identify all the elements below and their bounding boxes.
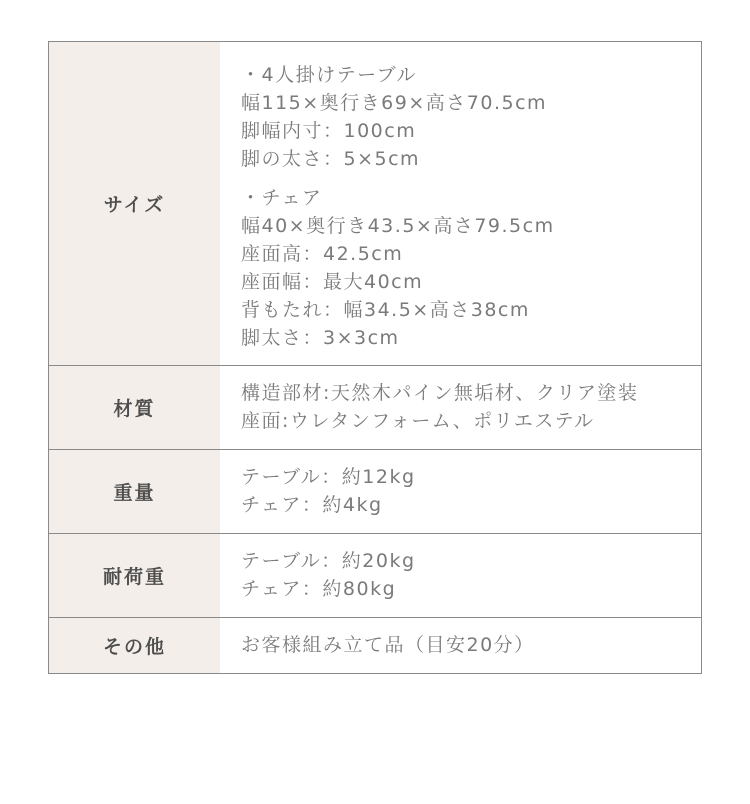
spec-line: 幅40×奥行き43.5×高さ79.5cm (241, 215, 555, 237)
spec-value (220, 366, 701, 449)
spec-table (48, 41, 702, 674)
spec-line: ・4人掛けテーブル (241, 64, 417, 86)
spec-line: チェア：約4kg (241, 494, 383, 516)
spec-line: ・チェア (241, 187, 323, 209)
spec-row-material (49, 366, 701, 450)
spec-line: 脚幅内寸：100cm (241, 120, 417, 142)
spec-line: 座面幅：最大40cm (241, 271, 424, 293)
spec-label: 耐荷重 (49, 534, 220, 617)
spec-value (220, 618, 701, 673)
spec-row-weight (49, 450, 701, 534)
spec-line: 背もたれ：幅34.5×高さ38cm (241, 299, 530, 321)
spec-line: お客様組み立て品（目安20分） (241, 634, 535, 656)
spec-value (220, 450, 701, 533)
spec-line: テーブル：約12kg (241, 466, 416, 488)
spec-row-load-capacity (49, 534, 701, 618)
spec-label: サイズ (49, 42, 220, 365)
spec-label: その他 (49, 618, 220, 673)
spec-row-other (49, 618, 701, 673)
spec-row-size (49, 42, 701, 366)
spec-line: 脚太さ：3×3cm (241, 327, 400, 349)
spec-line: チェア：約80kg (241, 578, 397, 600)
spec-value (220, 534, 701, 617)
spec-label: 材質 (49, 366, 220, 449)
spec-line: 座面高：42.5cm (241, 243, 404, 265)
spec-line: 幅115×奥行き69×高さ70.5cm (241, 92, 548, 114)
spec-group-chair (241, 184, 701, 352)
spec-line: テーブル：約20kg (241, 550, 416, 572)
spec-group-table (241, 61, 701, 173)
spec-line: 座面:ウレタンフォーム、ポリエステル (241, 410, 595, 432)
spec-label: 重量 (49, 450, 220, 533)
spec-line: 脚の太さ：5×5cm (241, 148, 421, 170)
spec-value (220, 42, 701, 365)
spec-line: 構造部材:天然木パイン無垢材、クリア塗装 (241, 382, 639, 404)
